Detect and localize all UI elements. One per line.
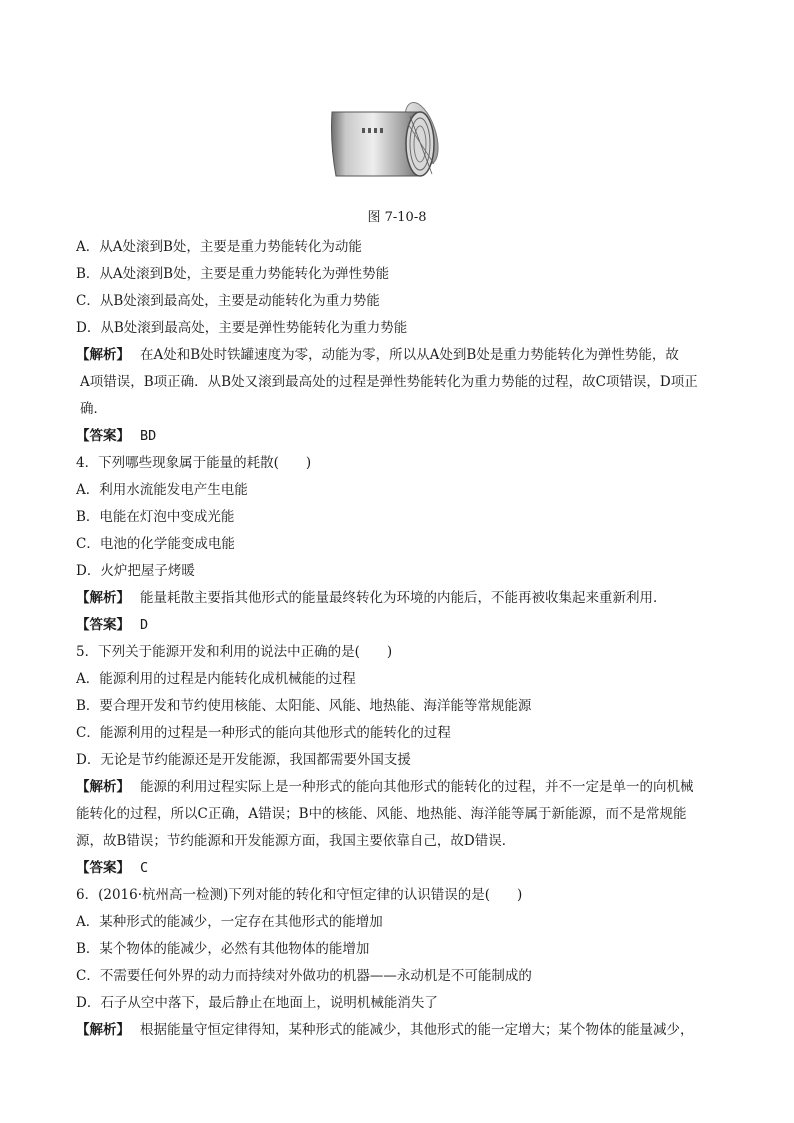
q5-answer: [76, 855, 726, 882]
q3-option-c: C．从B处滚到最高处，主要是动能转化为重力势能: [76, 293, 380, 309]
q4-option-a: A．利用水流能发电产生电能: [76, 482, 248, 498]
q4-option-c: C．电池的化学能变成电能: [76, 536, 235, 552]
q3-option-b: B．从A处滚到B处，主要是重力势能转化为弹性势能: [76, 266, 390, 282]
q3-answer-value: BD: [140, 428, 157, 444]
q5-option-b: B．要合理开发和节约使用核能、太阳能、风能、地热能、海洋能等常规能源: [76, 698, 532, 714]
q3-analysis-line-2: A项错误，B项正确．从B处又滚到最高处的过程是弹性势能转化为重力势能的过程，故C项错误，D项正: [80, 374, 698, 390]
figure-tin-can-image: [310, 84, 480, 194]
q6-option-a: A．某种形式的能减少，一定存在其他形式的能增加: [76, 914, 383, 930]
q5-analysis: [76, 774, 726, 801]
q5-option-a: A．能源利用的过程是内能转化成机械能的过程: [76, 671, 356, 687]
q3-analysis: [76, 342, 726, 369]
q6-option-b: B．某个物体的能减少，必然有其他物体的能增加: [76, 941, 370, 957]
q6-analysis: [76, 1017, 726, 1044]
q5-analysis-line-3: 源，故B错误；节约能源和开发能源方面，我国主要依靠自己，故D错误．: [76, 833, 516, 849]
q4-analysis: [76, 585, 726, 612]
q3-option-a: A．从A处滚到B处，主要是重力势能转化为动能: [76, 239, 362, 255]
q3-analysis-label: 【解析】: [76, 347, 130, 363]
q6-analysis-label: 【解析】: [76, 1022, 130, 1038]
q4-answer: [76, 612, 726, 639]
q5-answer-value: C: [140, 860, 149, 876]
q4-stem: 4．下列哪些现象属于能量的耗散( ): [76, 455, 312, 471]
q6-analysis-text: 根据能量守恒定律得知，某种形式的能减少，其他形式的能一定增大；某个物体的能量减少，: [140, 1022, 694, 1038]
q4-analysis-text: 能量耗散主要指其他形式的能量最终转化为环境的内能后，不能再被收集起来重新利用．: [140, 590, 667, 606]
q4-option-d: D．火炉把屋子烤暖: [76, 563, 195, 579]
q5-answer-label: 【答案】: [76, 860, 130, 876]
q5-option-c: C．能源利用的过程是一种形式的能向其他形式的能转化的过程: [76, 725, 451, 741]
q3-option-d: D．从B处滚到最高处，主要是弹性势能转化为重力势能: [76, 320, 408, 336]
q5-stem: 5．下列关于能源开发和利用的说法中正确的是( ): [76, 644, 393, 660]
document-body: [76, 234, 726, 1044]
q6-option-d: D．石子从空中落下，最后静止在地面上，说明机械能消失了: [76, 995, 438, 1011]
q4-answer-value: D: [140, 617, 149, 633]
q3-analysis-text-1: 在A处和B处时铁罐速度为零，动能为零，所以从A处到B处是重力势能转化为弹性势能，故: [140, 347, 679, 363]
figure-caption: 图 7-10-8: [367, 210, 427, 225]
tin-can-illustration: [310, 84, 480, 194]
q4-analysis-label: 【解析】: [76, 590, 130, 606]
q3-analysis-line-3: 确．: [80, 401, 107, 417]
q5-analysis-text-1: 能源的利用过程实际上是一种形式的能向其他形式的能转化的过程，并不一定是单一的向机械: [140, 779, 694, 795]
q4-option-b: B．电能在灯泡中变成光能: [76, 509, 235, 525]
q3-answer-label: 【答案】: [76, 428, 130, 444]
q5-option-d: D．无论是节约能源还是开发能源，我国都需要外国支援: [76, 752, 411, 768]
q6-option-c: C．不需要任何外界的动力而持续对外做功的机器——永动机是不可能制成的: [76, 968, 532, 984]
q5-analysis-label: 【解析】: [76, 779, 130, 795]
q3-answer: [76, 423, 726, 450]
q4-answer-label: 【答案】: [76, 617, 130, 633]
q6-stem: 6．(2016·杭州高一检测)下列对能的转化和守恒定律的认识错误的是( ): [76, 887, 523, 903]
q5-analysis-line-2: 能转化的过程，所以C正确，A错误；B中的核能、风能、地热能、海洋能等属于新能源，而不是常规能: [76, 806, 687, 822]
